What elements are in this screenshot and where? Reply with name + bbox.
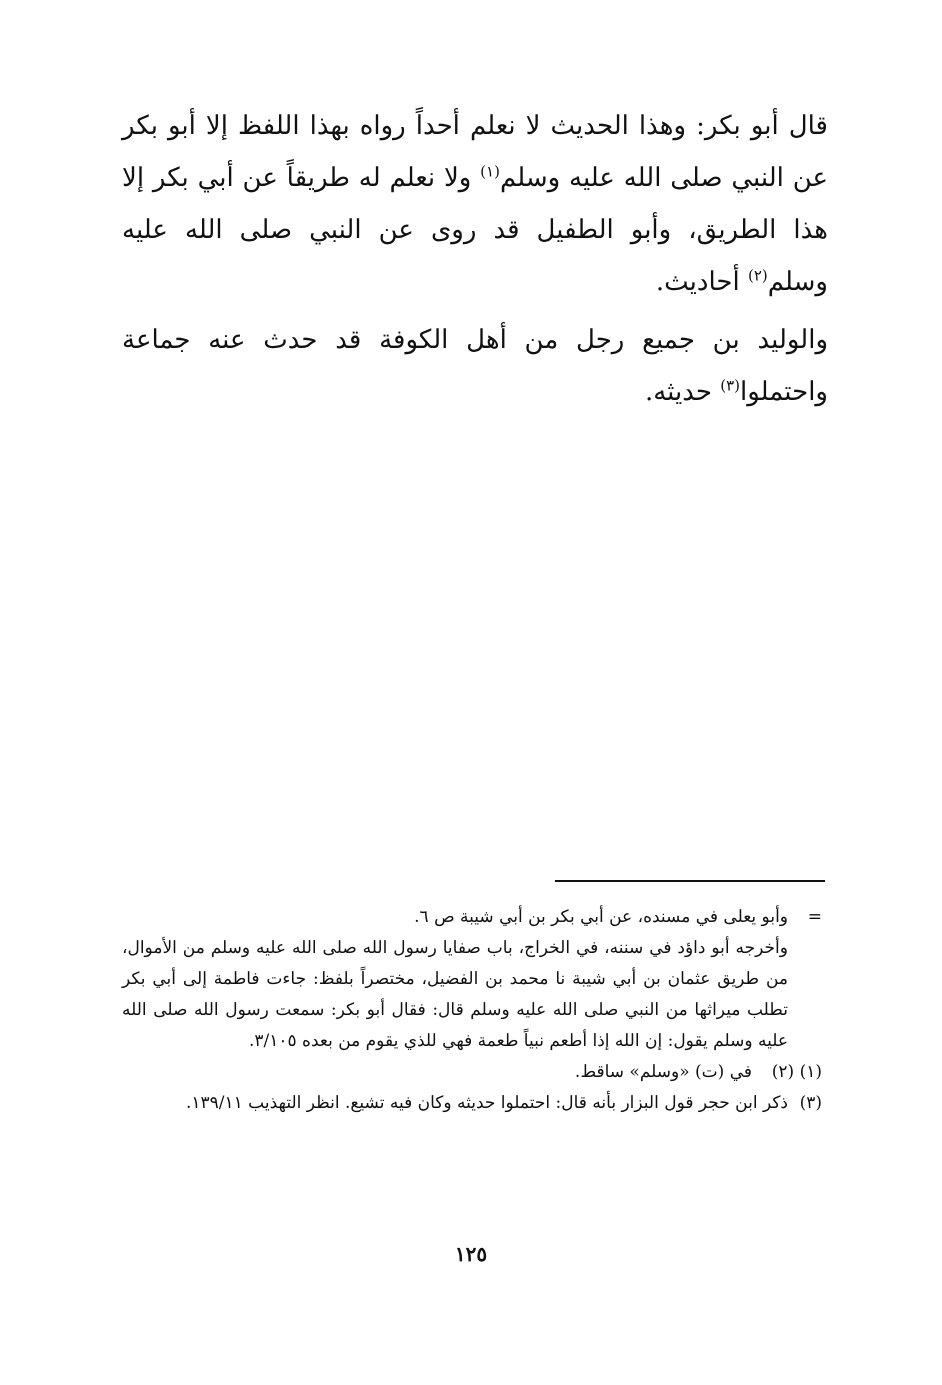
footnote-continued <box>122 902 822 1057</box>
paragraph-2-text-1: والوليد بن جميع رجل من أهل الكوفة قد حدث عنه جماعة واحتملوا <box>122 325 828 407</box>
footnote-1-2-mark: (١) (٢) <box>771 1062 822 1082</box>
footnote-continued-line-2: وأخرجه أبو داؤد في سننه، في الخراج، باب صفايا رسول الله صلى الله عليه وسلم من الأموال، من طريق عثمان بن أبي شيبة نا محمد بن الفضيل، مختصراً بلفظ: جاءت فاطمة إلى أبي بكر تطلب ميراثها من النبي صلى الله عليه وسلم قال: فقال أبو بكر: سمعت رسول الله صلى الله عليه وسلم يقول: إن الله إذا أطعم نبياً طعمة فهي للذي يقوم من بعده ٣/١٠٥. <box>122 938 788 1051</box>
footnote-1-2-text: في (ت) «وسلم» ساقط. <box>574 1062 752 1082</box>
footnote-1-2 <box>122 1057 822 1088</box>
footnote-3-mark: (٣) <box>799 1093 822 1113</box>
footnote-ref-2: (٢) <box>747 266 768 285</box>
footnote-separator <box>555 880 825 882</box>
continuation-mark: = <box>807 907 822 927</box>
paragraph-2-text-2: حديثه. <box>644 377 721 407</box>
footnote-ref-3: (٣) <box>720 376 740 395</box>
paragraph-1-text-3: أحاديث. <box>655 267 748 297</box>
footnote-3 <box>122 1088 822 1119</box>
page-number: ١٢٥ <box>454 1242 488 1266</box>
footnote-continued-line-1: وأبو يعلى في مسنده، عن أبي بكر بن أبي شيبة ص ٦. <box>414 907 788 927</box>
footnotes <box>122 902 822 1119</box>
paragraph-1-text-1: قال أبو بكر: وهذا الحديث لا نعلم أحداً رواه بهذا اللفظ إلا أبو بكر عن النبي صلى الله عليه وسلم <box>122 111 829 193</box>
footnote-3-text: ذكر ابن حجر قول البزار بأنه قال: احتملوا حديثه وكان فيه تشيع. انظر التهذيب ١٣٩/١١. <box>185 1093 788 1113</box>
footnote-ref-1: (١) <box>480 162 500 181</box>
paragraph-1 <box>122 100 828 308</box>
paragraph-1-text-2: ولا نعلم له طريقاً عن أبي بكر إلا هذا الطريق، وأبو الطفيل قد روى عن النبي صلى الله عليه وسلم <box>122 163 828 297</box>
paragraph-2 <box>122 314 828 418</box>
main-text <box>122 100 828 424</box>
